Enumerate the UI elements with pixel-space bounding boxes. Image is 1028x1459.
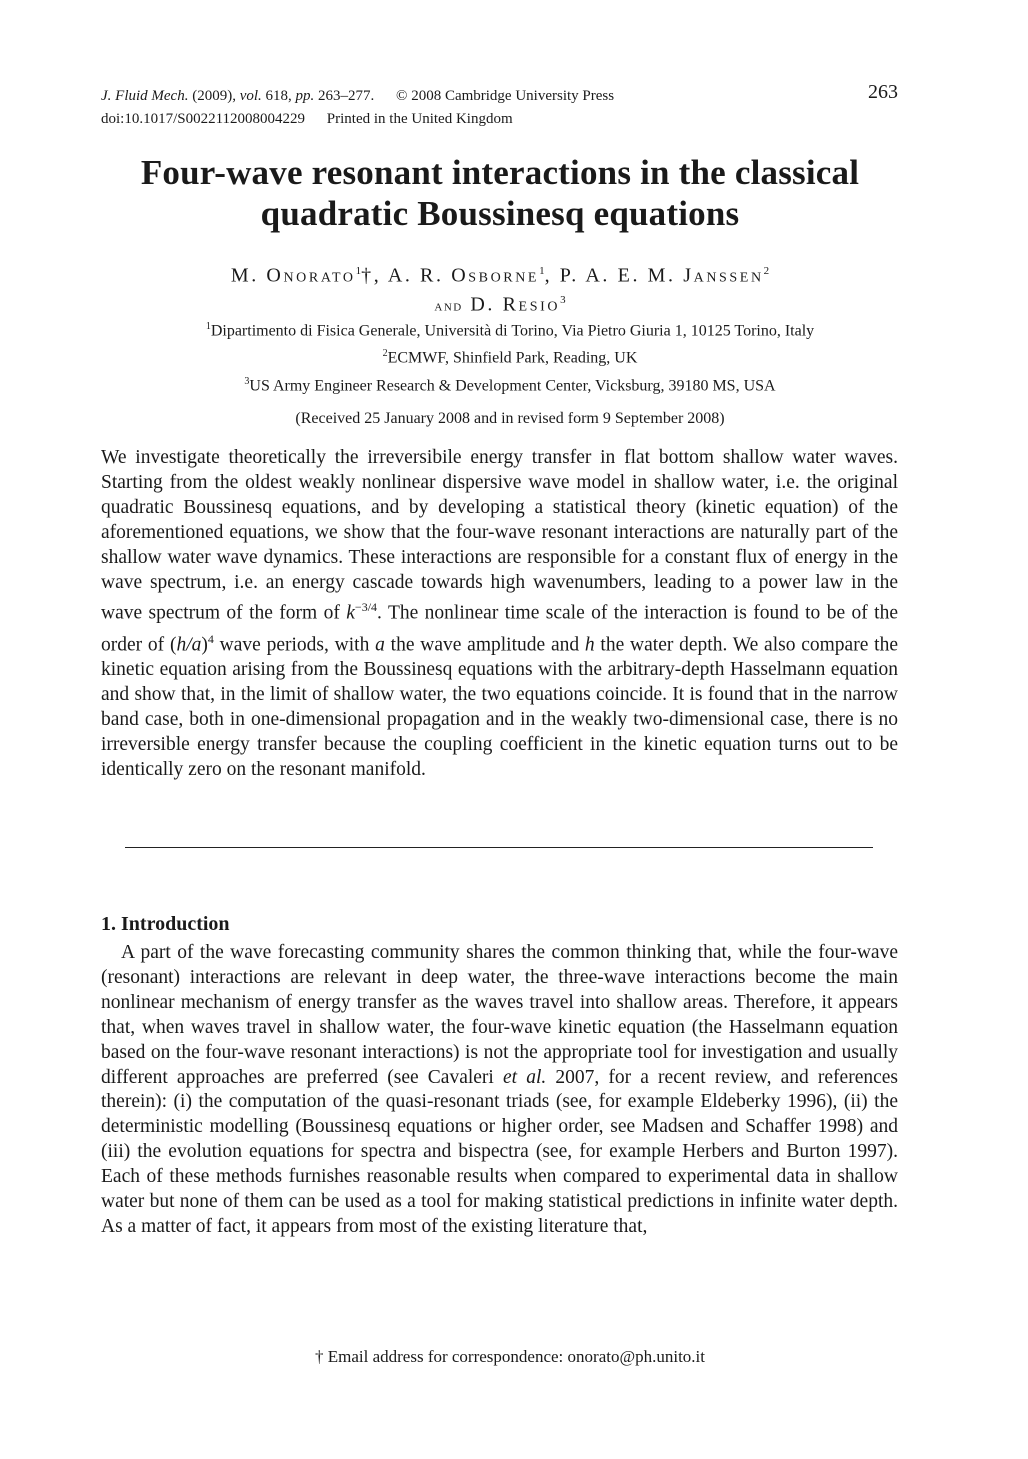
volume-number: 618, [265,88,292,104]
abstract-text-6: the water depth. We also compare the kinetic equation arising from the Boussinesq equations with the arbitrary-depth Hasselmann equation and show that, in the limit of shallow water, the two equations coincide. It is found that in the narrow band case, both in one-dimensional propagation and in the weakly two-dimensional case, there is no irreversible energy transfer because the coupling coefficient in the kinetic equation turns out to be identically zero on the resonant manifold. [101,634,898,780]
journal-year: (2009), [192,88,236,104]
author-resio: D. Resio [470,293,561,316]
section-heading-introduction: 1. Introduction [101,913,230,935]
affiliation-1 [60,317,960,341]
author-resio-affil: 3 [560,293,566,306]
intro-text-2: 2007, for a recent review, and references therein): (i) the computation of the quasi-resonant triads (see, for example Eldeberky 1996), (ii) the deterministic modelling (Boussinesq equations or higher order, see Madsen and Schaffer 1998) and (iii) the evolution equations for spectra and bispectra (see, for example Herbers and Burton 1997). Each of these methods furnishes reasonable results when compared to experimental data in shallow water but none of them can be used as a tool for making statistical predictions in infinite water depth. As a matter of fact, it appears from most of the existing literature that, [101,1066,899,1237]
affiliation-2-number: 2 [382,348,388,359]
abstract-divider [125,847,873,848]
doi: doi:10.1017/S0022112008004229 [101,111,306,127]
intro-text-1: A part of the wave forecasting community shares the common thinking that, while the four-wave (resonant) interactions are relevant in deep water, the three-wave interactions become the main nonlinear mechanism of energy transfer as the waves travel into shallow areas. Therefore, it appears that, when waves travel in shallow water, the four-wave kinetic equation (the Hasselmann equation based on the four-wave resonant interactions) is not the appropriate tool for investigation and usually different approaches are preferred (see Cavaleri [101,942,898,1088]
page-range: 263–277. [318,88,375,104]
intro-et-al: et al. [502,1066,547,1088]
abstract-text-5: the wave amplitude and [384,634,585,656]
affiliation-2 [60,344,960,368]
title-line-2: quadratic Boussinesq equations [260,194,740,233]
abstract-math-k-exponent: −3/4 [354,600,378,615]
affiliation-3 [60,372,960,396]
affiliation-1-number: 1 [205,321,211,332]
author-janssen-affil: 2 [763,265,770,277]
title-line-1: Four-wave resonant interactions in the classical [140,153,860,192]
affiliation-2-text: ECMWF, Shinfield Park, Reading, UK [387,349,638,367]
journal-header [101,85,898,131]
abstract-math-h: h [584,634,595,656]
dagger-mark: † [361,264,374,287]
affiliation-3-text: US Army Engineer Research & Development Center, Vicksburg, 39180 MS, USA [249,377,776,395]
paper-title [60,152,940,234]
introduction-paragraph [101,941,898,1240]
abstract-math-exponent-4: 4 [207,631,214,646]
affiliation-1-text: Dipartimento di Fisica Generale, Università di Torino, Via Pietro Giuria 1, 10125 Torino, Italy [210,322,815,340]
authors-conjunction: and [434,298,463,315]
abstract-text-4: wave periods, with [213,634,376,656]
abstract-text-2: . The nonlinear time scale of the interaction is found to be of the order of ( [101,602,898,656]
correspondence-footnote: † Email address for correspondence: onorato@ph.unito.it [314,1347,706,1366]
copyright-notice: © 2008 Cambridge University Press [396,88,615,104]
journal-name: J. Fluid Mech. [101,88,189,104]
authors-line-1: M. Onorato$^1$†, A. R. Osborne$^1$, P. A. E. M. Janssen$^2$ [230,264,770,287]
volume-label: vol. [239,88,262,104]
doi-line [101,108,898,131]
citation-line [101,85,898,108]
author-osborne-affil: 1 [539,265,545,277]
author-osborne: A. R. Osborne [387,264,540,287]
author-onorato: M. Onorato [230,264,356,287]
abstract [101,446,898,783]
printed-notice: Printed in the United Kingdom [326,111,513,127]
abstract-math-h-over-a: h/a [176,634,202,656]
abstract-math-k: k [346,602,355,624]
author-list [60,259,940,318]
abstract-text-3: ) [201,634,208,656]
author-onorato-affil: 1 [355,265,362,277]
page-number: 263 [868,81,898,103]
authors-line-2 [60,288,940,319]
affiliation-3-number: 3 [244,376,250,387]
abstract-math-a: a [375,634,385,656]
received-dates: (Received 25 January 2008 and in revised form 9 September 2008) [295,410,725,427]
abstract-text-1: We investigate theoretically the irreversibile energy transfer in flat bottom shallow water waves. Starting from the oldest weakly nonlinear dispersive wave model in shallow water, i.e. the original quadratic Boussinesq equations, and by developing a statistical theory (kinetic equation) of the aforementioned equations, we show that the four-wave resonant interactions are naturally part of the shallow water wave dynamics. These interactions are responsible for a constant flux of energy in the wave spectrum, i.e. an energy cascade towards high wavenumbers, leading to a power law in the wave spectrum of the form of [101,447,898,624]
author-janssen: P. A. E. M. Janssen [559,264,764,287]
pages-label: pp. [295,88,315,104]
